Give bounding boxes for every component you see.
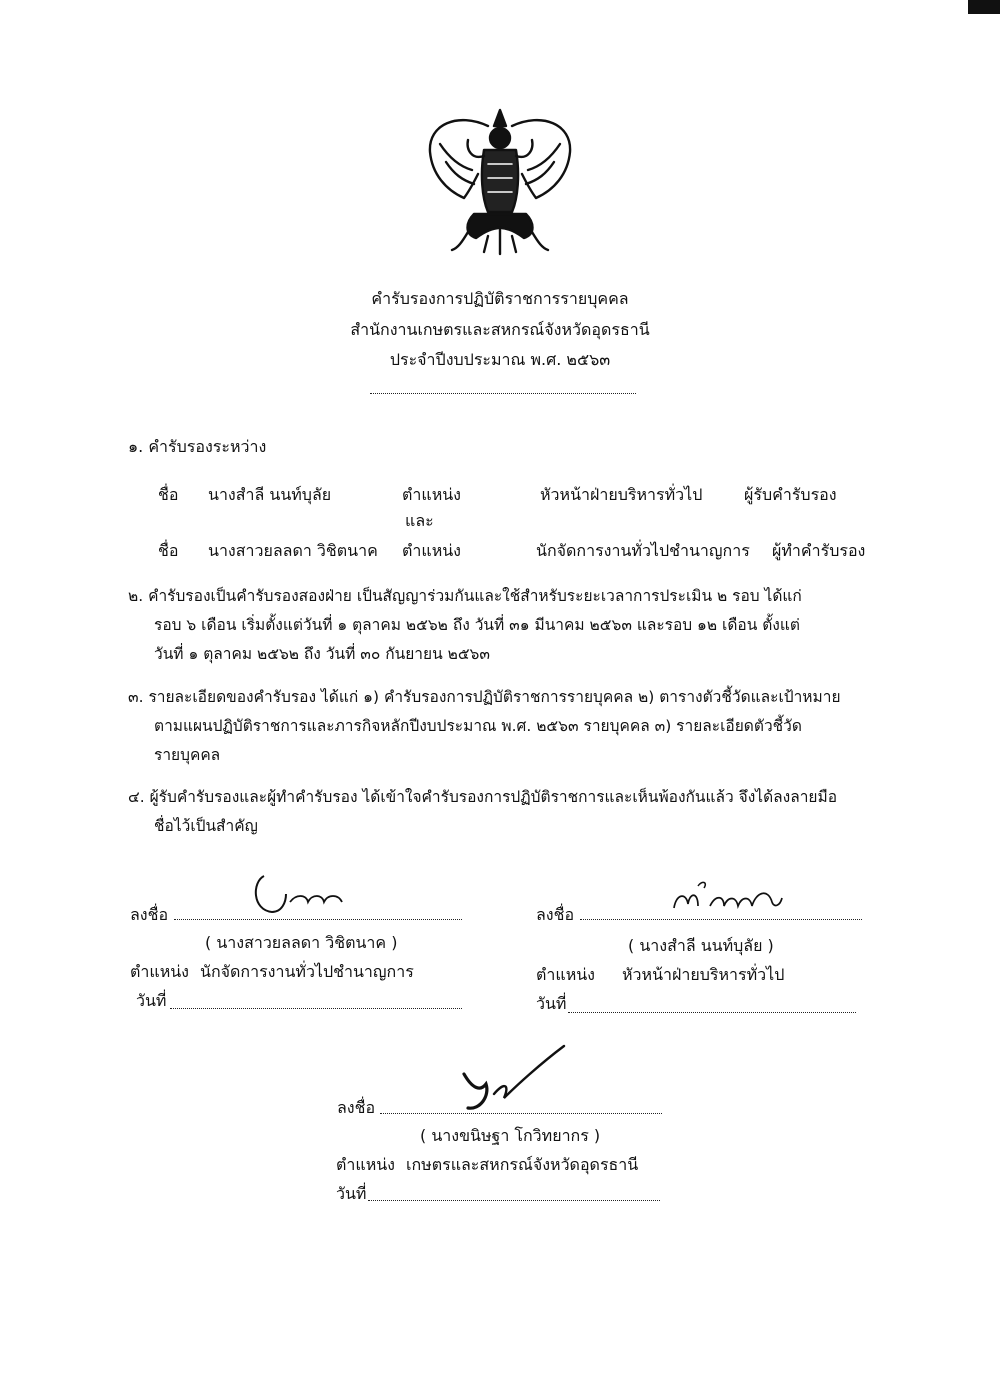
left-signer-name: ( นางสาวยลลดา วิชิตนาค )	[205, 933, 398, 952]
left-position: นักจัดการงานทั่วไปชำนาญการ	[200, 962, 414, 981]
left-sign-label: ลงชื่อ	[130, 905, 169, 924]
left-position-label: ตำแหน่ง	[130, 962, 189, 981]
right-position: หัวหน้าฝ่ายบริหารทั่วไป	[622, 965, 785, 984]
party2-role: ผู้ทำคำรับรอง	[772, 541, 866, 560]
section4-line1: ๔. ผู้รับคำรับรองและผู้ทำคำรับรอง ได้เข้าใจคำรับรองการปฏิบัติราชการและเห็นพ้องกันแล้ว จึงได้ลงลายมือ	[128, 788, 838, 806]
bottom-position-label: ตำแหน่ง	[336, 1155, 395, 1174]
header-title: คำรับรองการปฏิบัติราชการรายบุคคล	[371, 289, 629, 308]
party-conjunction: และ	[405, 511, 434, 530]
bottom-date-line	[368, 1200, 660, 1201]
right-sign-line	[580, 919, 862, 920]
party2-position: นักจัดการงานทั่วไปชำนาญการ	[536, 541, 750, 560]
bottom-signer-name: ( นางขนิษฐา โกวิทยากร )	[420, 1126, 601, 1145]
right-date-label: วันที่	[536, 994, 567, 1013]
bottom-handwritten-signature	[450, 1040, 570, 1116]
right-signer-name: ( นางสำลี นนท์บุลัย )	[628, 936, 774, 955]
right-position-label: ตำแหน่ง	[536, 965, 595, 984]
section3-line2: ตามแผนปฏิบัติราชการและภารกิจหลักปีงบประมาณ พ.ศ. ๒๕๖๓ รายบุคคล ๓) รายละเอียดตัวชี้วัด	[154, 717, 802, 735]
garuda-emblem-icon	[418, 104, 582, 256]
party2-name: นางสาวยลลดา วิชิตนาค	[208, 541, 378, 560]
right-handwritten-signature	[668, 878, 786, 918]
left-date-line	[170, 1008, 462, 1009]
section2-line3: วันที่ ๑ ตุลาคม ๒๕๖๒ ถึง วันที่ ๓๐ กันยายน ๒๕๖๓	[154, 645, 490, 663]
right-sign-label: ลงชื่อ	[536, 905, 575, 924]
section3-line3: รายบุคคล	[154, 746, 221, 764]
header-divider	[370, 393, 636, 394]
section1-heading: ๑. คำรับรองระหว่าง	[128, 437, 267, 456]
party2-position-label: ตำแหน่ง	[402, 541, 461, 560]
section2-line1: ๒. คำรับรองเป็นคำรับรองสองฝ่าย เป็นสัญญาร่วมกันและใช้สำหรับระยะเวลาการประเมิน ๒ รอบ ได้แก่	[128, 587, 802, 605]
scan-edge-mark	[968, 0, 1000, 14]
party1-position: หัวหน้าฝ่ายบริหารทั่วไป	[540, 485, 703, 504]
left-date-label: วันที่	[136, 991, 167, 1010]
section2-line2: รอบ ๖ เดือน เริ่มตั้งแต่วันที่ ๑ ตุลาคม ๒๕๖๒ ถึง วันที่ ๓๑ มีนาคม ๒๕๖๓ และรอบ ๑๒ เดือน ตั้งแต่	[154, 616, 800, 634]
header-office: สำนักงานเกษตรและสหกรณ์จังหวัดอุดรธานี	[350, 320, 650, 339]
section3-line1: ๓. รายละเอียดของคำรับรอง ได้แก่ ๑) คำรับรองการปฏิบัติราชการรายบุคคล ๒) ตารางตัวชี้วัดและเป้าหมาย	[128, 688, 841, 706]
party2-name-label: ชื่อ	[158, 541, 179, 560]
party1-name: นางสำลี นนท์บุลัย	[208, 485, 332, 504]
bottom-date-label: วันที่	[336, 1184, 367, 1203]
party1-name-label: ชื่อ	[158, 485, 179, 504]
party1-role: ผู้รับคำรับรอง	[744, 485, 837, 504]
party1-position-label: ตำแหน่ง	[402, 485, 461, 504]
bottom-sign-label: ลงชื่อ	[337, 1098, 376, 1117]
left-handwritten-signature	[250, 872, 360, 920]
section4-line2: ชื่อไว้เป็นสำคัญ	[154, 817, 258, 835]
header-fiscal-year: ประจำปีงบประมาณ พ.ศ. ๒๕๖๓	[389, 350, 611, 369]
right-date-line	[568, 1012, 856, 1013]
bottom-position: เกษตรและสหกรณ์จังหวัดอุดรธานี	[406, 1155, 639, 1174]
